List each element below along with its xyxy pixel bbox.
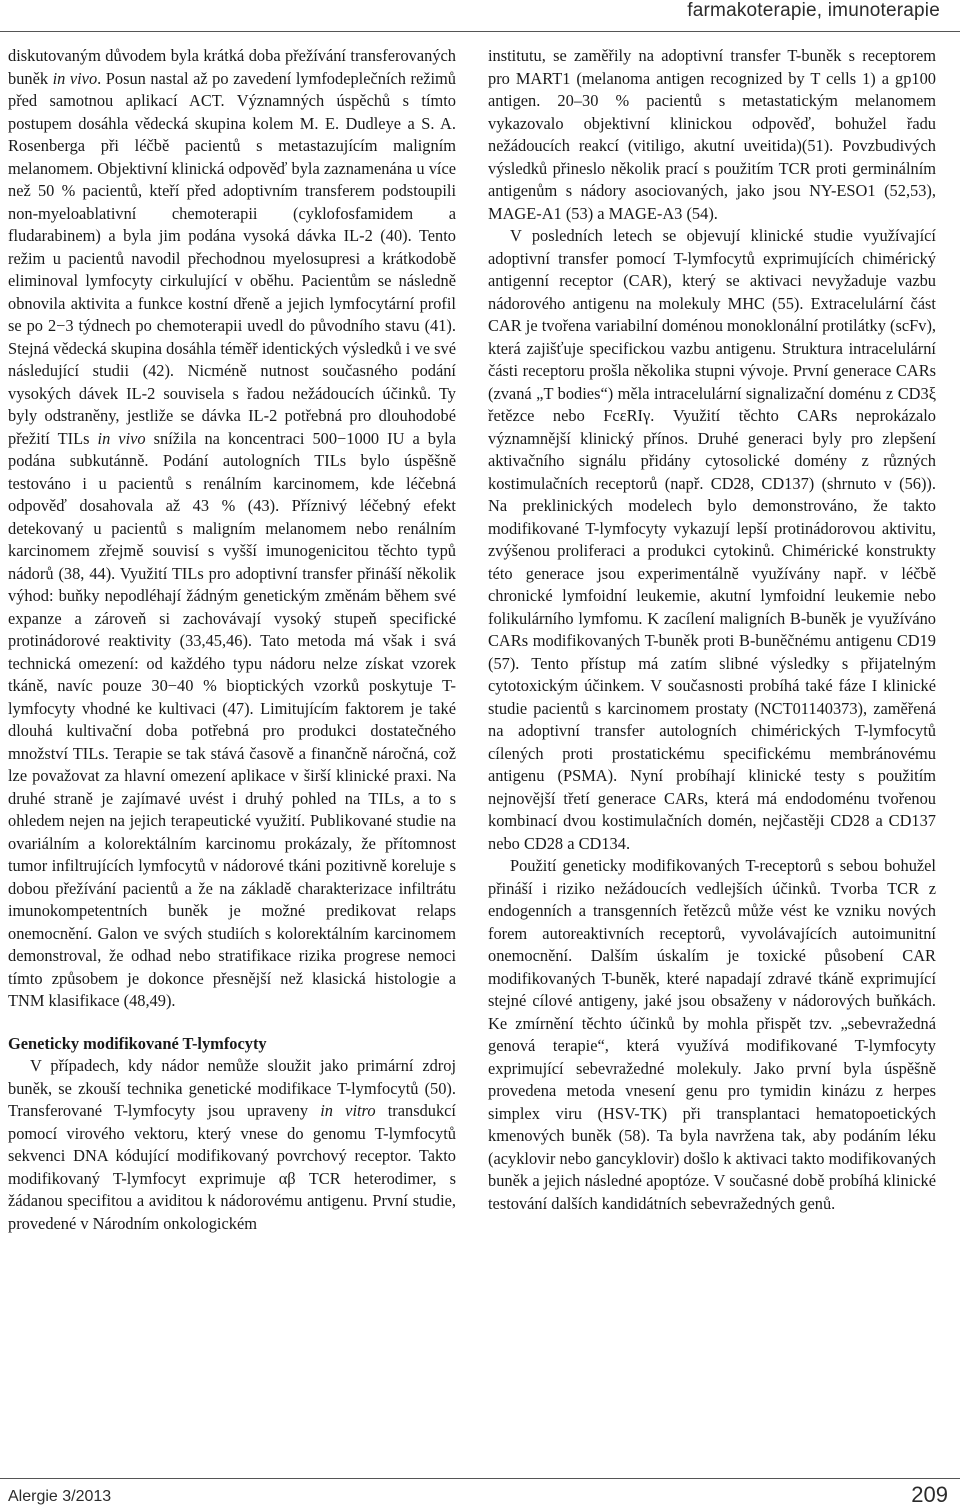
right-paragraph-3: Použití geneticky modifikovaných T-receptorů s sebou bohužel přináší i riziko nežádoucích vedlejších účinků. Tvorba TCR z endogenních a transgenních řetězců může vést ke vzniku nových forem autoreaktivních receptorů, vyvolávajících autoimunitní onemocnění. Dalším úskalím je toxické působení CAR modifikovaných T-buněk, které napadají zdravé tkáně exprimující stejné cílové antigeny, jaké jsou obsaženy v nádorových buňkách. Ke zmírnění těchto účinků by mohla přispět tzv. „sebevražedná genová terapie“, která využívá modifikované T-lymfocyty exprimující sebevražedné molekuly. Jako první byla úspěšně provedena metoda vnesení genu pro tymidin kinázu z herpes simplex viru (HSV-TK) při transplantaci hematopoetických kmenových buněk (58). Ta byla navržena tak, aby podáním léku (acyklovir nebo gancyklovir) došlo k aktivaci takto modifikovaných buněk a jejich následné apoptóze. V současné době probíhá klinické testování dalších kandidátních sebevražedných genů.: [488, 856, 936, 1213]
right-paragraph-1: institutu, se zaměřily na adoptivní transfer T-buněk s receptorem pro MART1 (melanoma antigen recognized by T cells 1) a gp100 antigen. 20–30 % pacientů s metastatickým melanomem vykazovalo objektivní klinickou odpověď, bohužel řadu nežádoucích reakcí (vitiligo, akutní uveitida)(51). Povzbudivých výsledků přineslo několik prací s použitím TCR proti germinálním antigenům s nádory asociovaných, jako jsou NY-ESO1 (52,53), MAGE-A1 (53) a MAGE-A3 (54).: [488, 46, 936, 223]
header-divider: [0, 31, 960, 32]
italic-term: in vivo: [52, 68, 98, 88]
italic-term: in vitro: [320, 1101, 376, 1120]
italic-term: in vivo: [97, 428, 146, 448]
journal-issue: Alergie 3/2013: [8, 1488, 112, 1505]
footer-divider: [0, 1478, 960, 1479]
left-column: [8, 45, 456, 1235]
section-heading: Geneticky modifikované T-lymfocyty: [8, 1033, 267, 1053]
right-column: [488, 45, 936, 1215]
section-header: farmakoterapie, imunoterapie: [687, 0, 940, 21]
page-number: 209: [911, 1482, 948, 1507]
right-paragraph-2: V posledních letech se objevují klinické studie využívající adoptivní transfer pomocí T-lymfocytů exprimujících chimérický antigenní receptor (CAR), který se aktivaci nevyžaduje vazbu nádorového antigenu na molekuly MHC (55). Extracelulární část CAR je tvořena variabilní doménou monoklonální protilátky (scFv), která zajišťuje specifickou vazbu antigenu. Struktura intracelulární části receptoru prošla několika stupni vývoje. První generace CARs (zvaná „T bodies“) měla intracelulární signalizační doménu z CD3ξ řetězce nebo FcεRIγ. Využití těchto CARs neprokázalo významnější klinický přínos. Druhé generaci byly pro zlepšení aktivačního signálu přidány cytosolické domény z různých kostimulačních receptorů (např. CD28, CD137) (shrnuto v (56)). Na preklinických modelech bylo demonstrováno, že takto modifikované T-lymfocyty vykazují lepší protinádorovou aktivitu, zvýšenou proliferaci a produkci cytokinů. Chimérické konstrukty této generace jsou experimentálně využívány např. v léčbě chronické lymfoidní leukemie, akutní lymfoidní leukemie nebo folikulárního lymfomu. K zacílení maligních B-buněk je využíváno CARs modifikovaných T-buněk proti B-buněčnému antigenu CD19 (57). Tento přístup má zatím slibné výsledky s přijatelným cytotoxickým účinkem. V současnosti probíhá také fáze I klinické studie pacientů s karcinomem prostaty (NCT01140373), zaměřená na adoptivní transfer autologních chimérických T-lymfocytů cílených proti prostatickému specifickému membránovému antigenu (PSMA). Nyní probíhají klinické testy s použitím nejnovější třetí generace CARs, která má endodoménu tvořenou kombinací dvou kostimulačních domén, nejčastěji CD28 a CD137 nebo CD28 a CD134.: [488, 226, 936, 853]
left-paragraph-1: diskutovaným důvodem byla krátká doba přežívání transferovaných buněk in vivo. Posun nastal až po zavedení lymfodeplečních režimů před samotnou aplikací ACT. Významných úspěchů s tímto postupem dosáhla vědecká skupina kolem M. E. Dudleye a S. A. Rosenberga při léčbě pacientů s metastazujícím maligním melanomem. Objektivní klinická odpověď byla zaznamenána u více než 50 % pacientů, kteří před adoptivním transferem podstoupili non-myeloablativní chemoterapii (cyklofosfamidem a fludarabinem) a byla jim podána vysoká dávka IL-2 (40). Tento režim u pacientů navodil přechodnou myelosupresi a krátkodobě eliminoval lymfocyty cirkulující v oběhu. Pacientům se následně obnovila aktivita a funkce kostní dřeně a jejich lymfocytární profil se po 2−3 týdnech po chemoterapii uvedl do původního stavu (41). Stejná vědecká skupina dosáhla téměř identických výsledků i ve své následující studii (42). Nicméně nutnost současného podání vysokých dávek IL-2 souvisela s řadou nežádoucích účinků. Ty byly odstraněny, jestliže se dávka IL-2 potřebná pro dlouhodobé přežití TILs in vivo snížila na koncentraci 500−1000 IU a byla podána subkutánně. Podání autologních TILs bylo úspěšně testováno i u pacientů s renálním karcinomem, kde léčebná odpověď dosahovala až 43 % (43). Příznivý léčebný efekt detekovaný u pacientů s maligním melanomem nebo renálním karcinomem zřejmě souvisí s vyšší imunogenicitou těchto typů nádorů (38, 44). Využití TILs pro adoptivní transfer přináší několik výhod: buňky nepodléhají žádným genetickým změnám během své expanze a zároveň si zachovávají vysoký stupeň specifické protinádorové reaktivity (33,45,46). Tato metoda má však i svá technická omezení: od každého typu nádoru nelze získat vzorek tkáně, navíc pouze 30−40 % bioptických vzorků poskytuje T-lymfocyty vhodné ke kultivaci (47). Limitujícím faktorem je také dlouhá kultivační doba potřebná pro produkci dostatečného množství TILs. Terapie se tak stává časově a finančně náročná, což lze považovat za hlavní omezení aplikace v širší klinické praxi. Na druhé straně je zajímavé uvést i druhý pohled na TILs, a to s ohledem nejen na jejich terapeutické využití. Publikované studie na ovariálním a kolorektálním karcinomu prokázaly, že přítomnost tumor infiltrujících lymfocytů v nádorové tkáni pozitivně koreluje s dobou přežívání pacientů a že na základě charakterizace infiltrátu imunokompetentních buněk je možné predikovat relaps onemocnění. Galon ve svých studiích s kolorektálním karcinomem demonstroval, že odhad nebo stratifikace rizika progrese nemoci tímto způsobem je dokonce přesnější než klasická histologie a TNM klasifikace (48,49).: [8, 46, 457, 1010]
left-paragraph-2: V případech, kdy nádor nemůže sloužit jako primární zdroj buněk, se zkouší technika genetické modifikace T-lymfocytů (50). Transferované T-lymfocyty jsou upraveny in vitro transdukcí pomocí virového vektoru, který vnese do genomu T-lymfocytů sekvenci DNA kódující modifikovaný povrchový receptor. Takto modifikovaný T-lymfocyt exprimuje αβ TCR heterodimer, s žádanou specifitou a aviditou k nádorovému antigenu. První studie, provedené v Národním onkologickém: [8, 1056, 456, 1233]
